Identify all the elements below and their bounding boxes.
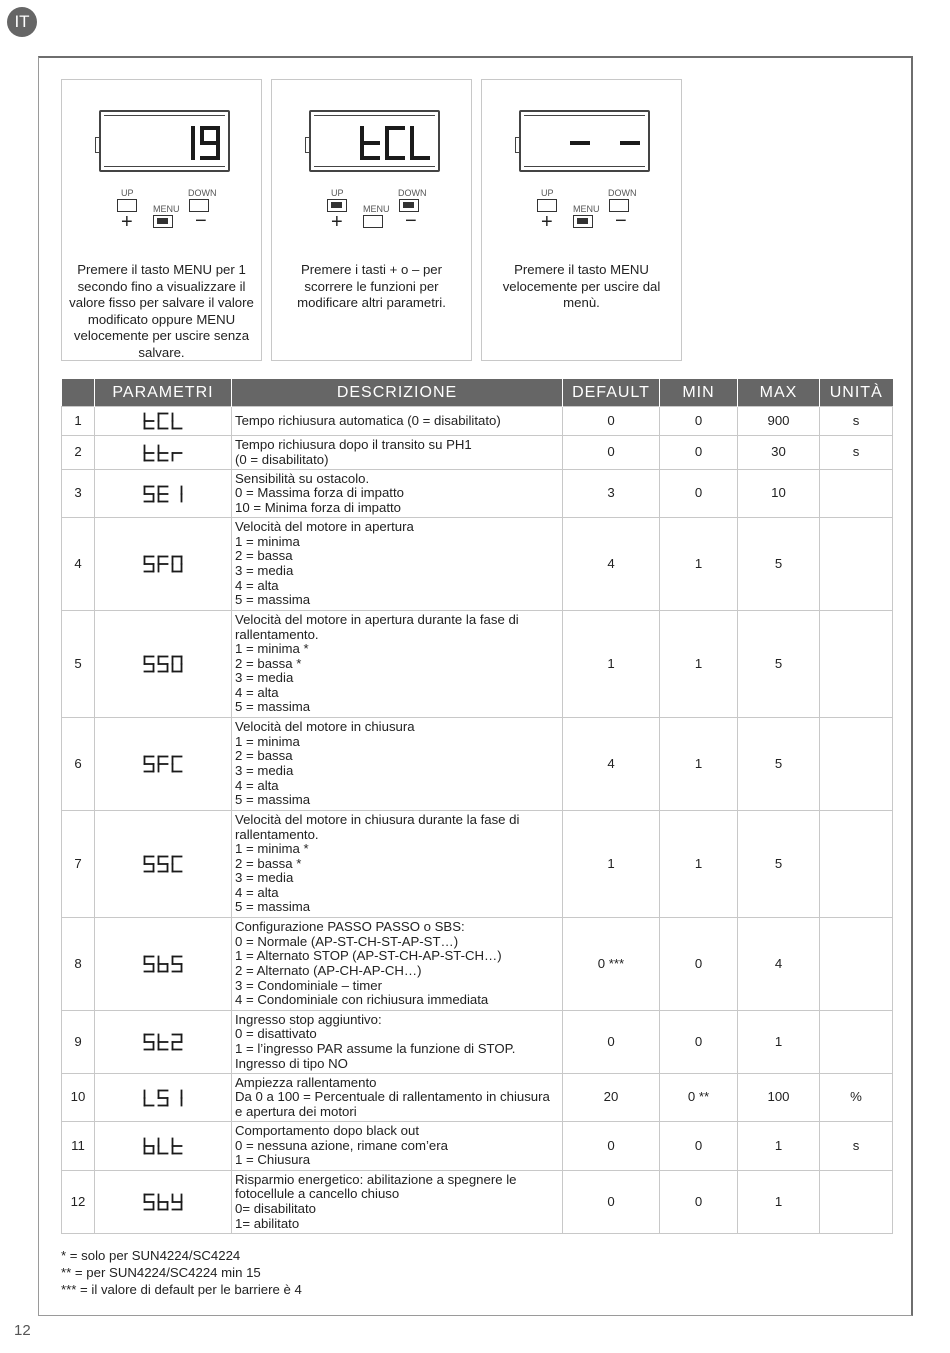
step-panel-2 — [271, 79, 472, 361]
lcd-digits — [101, 112, 232, 174]
default-value: 0 — [563, 436, 660, 470]
default-value: 0 — [563, 407, 660, 436]
default-value: 0 — [563, 1122, 660, 1171]
lcd-glyph — [173, 1035, 182, 1050]
max-value: 5 — [738, 811, 820, 918]
plus-icon: + — [541, 211, 553, 233]
footnote: *** = il valore di default per le barriere è 4 — [61, 1282, 302, 1297]
table-row — [62, 470, 893, 518]
minus-icon: − — [405, 210, 417, 232]
lcd-glyph — [145, 1139, 154, 1154]
default-value: 20 — [563, 1074, 660, 1122]
parameter-description: Configurazione PASSO PASSO o SBS: 0 = Normale (AP-ST-CH-ST-AP-ST…) 1 = Alternato STOP (AP-ST-CH-AP-ST-CH…) 2 = Alternato (AP-CH-AP-CH…) 3 = Condominiale – timer 4 = Condominiale con richiusura immediata — [232, 918, 563, 1011]
lcd-glyph — [173, 857, 182, 872]
default-value: 1 — [563, 611, 660, 718]
min-value: 0 — [660, 1122, 738, 1171]
lcd-glyph — [145, 657, 154, 672]
lcd-glyph — [145, 957, 154, 972]
unit-value — [820, 518, 893, 611]
table-row — [62, 811, 893, 918]
footnote: ** = per SUN4224/SC4224 min 15 — [61, 1265, 261, 1280]
max-value: 100 — [738, 1074, 820, 1122]
parameter-code-glyphs — [133, 410, 193, 432]
lcd-glyph — [159, 1139, 168, 1154]
parameter-description: Velocità del motore in apertura 1 = minima 2 = bassa 3 = media 4 = alta 5 = massima — [232, 518, 563, 611]
parameter-code-glyphs — [133, 653, 193, 675]
column-header-number — [62, 379, 95, 407]
lcd-glyph — [159, 445, 168, 460]
unit-value — [820, 470, 893, 518]
unit-value: s — [820, 436, 893, 470]
max-value: 1 — [738, 1122, 820, 1171]
parameter-code-glyphs — [133, 853, 193, 875]
language-badge: IT — [7, 7, 37, 37]
parameter-code-glyphs — [133, 953, 193, 975]
parameter-code-glyphs — [133, 1135, 193, 1157]
table-row — [62, 611, 893, 718]
lcd-glyph — [173, 1195, 182, 1210]
max-value: 10 — [738, 470, 820, 518]
lcd-glyph — [412, 128, 428, 158]
row-number: 9 — [62, 1011, 95, 1074]
page-number: 12 — [14, 1322, 31, 1339]
lcd-glyph — [173, 957, 182, 972]
parameter-description: Ingresso stop aggiuntivo: 0 = disattivato 1 = l’ingresso PAR assume la funzione di STOP. Ingresso di tipo NO — [232, 1011, 563, 1074]
parameter-code — [95, 470, 232, 518]
parameter-code — [95, 918, 232, 1011]
table-row — [62, 1011, 893, 1074]
lcd-glyph — [145, 1195, 154, 1210]
parameter-code-glyphs — [133, 1087, 193, 1109]
lcd-glyph — [145, 445, 154, 460]
column-header-unit: UNITÀ — [820, 379, 893, 407]
lcd-glyph — [159, 414, 168, 429]
footnotes — [61, 1247, 302, 1298]
unit-value: s — [820, 1122, 893, 1171]
parameter-code — [95, 407, 232, 436]
lcd-glyph — [173, 657, 182, 672]
lcd-digits — [521, 112, 652, 174]
lcd-glyph — [159, 657, 168, 672]
footnote: * = solo per SUN4224/SC4224 — [61, 1248, 241, 1263]
parameter-code-glyphs — [133, 553, 193, 575]
lcd-glyph — [145, 414, 154, 429]
row-number: 10 — [62, 1074, 95, 1122]
parameter-code — [95, 611, 232, 718]
parameter-description: Tempo richiusura dopo il transito su PH1 (0 = disabilitato) — [232, 436, 563, 470]
row-number: 6 — [62, 718, 95, 811]
row-number: 2 — [62, 436, 95, 470]
row-number: 5 — [62, 611, 95, 718]
table-row — [62, 518, 893, 611]
parameters-table — [61, 379, 893, 1234]
parameter-description: Velocità del motore in chiusura 1 = minima 2 = bassa 3 = media 4 = alta 5 = massima — [232, 718, 563, 811]
column-header-description: DESCRIZIONE — [232, 379, 563, 407]
up-label: UP — [121, 188, 134, 198]
lcd-glyph — [173, 557, 182, 572]
menu-button — [363, 215, 383, 228]
lcd-glyph — [145, 1035, 154, 1050]
max-value: 1 — [738, 1171, 820, 1234]
table-row — [62, 436, 893, 470]
lcd-glyph — [159, 557, 168, 572]
lcd-glyph — [145, 757, 154, 772]
lcd-glyph — [173, 757, 182, 772]
max-value: 5 — [738, 611, 820, 718]
lcd-display — [309, 110, 440, 172]
row-number: 12 — [62, 1171, 95, 1234]
max-value: 5 — [738, 718, 820, 811]
min-value: 0 — [660, 1171, 738, 1234]
min-value: 0 — [660, 407, 738, 436]
lcd-glyph — [159, 1035, 168, 1050]
unit-value: % — [820, 1074, 893, 1122]
unit-value — [820, 611, 893, 718]
parameter-description: Comportamento dopo black out 0 = nessuna azione, rimane com’era 1 = Chiusura — [232, 1122, 563, 1171]
lcd-glyph — [159, 957, 168, 972]
min-value: 1 — [660, 718, 738, 811]
lcd-display — [519, 110, 650, 172]
default-value: 0 — [563, 1011, 660, 1074]
parameter-code-glyphs — [133, 1031, 193, 1053]
parameter-description: Sensibilità su ostacolo. 0 = Massima forza di impatto 10 = Minima forza di impatto — [232, 470, 563, 518]
lcd-glyph — [362, 128, 378, 158]
parameter-code — [95, 718, 232, 811]
table-row — [62, 407, 893, 436]
lcd-glyph — [159, 1090, 168, 1105]
parameter-code — [95, 1171, 232, 1234]
column-header-max: MAX — [738, 379, 820, 407]
min-value: 0 — [660, 1011, 738, 1074]
unit-value — [820, 1011, 893, 1074]
menu-label: MENU — [153, 204, 180, 214]
lcd-glyph — [159, 757, 168, 772]
max-value: 1 — [738, 1011, 820, 1074]
parameter-description: Risparmio energetico: abilitazione a spegnere le fotocellule a cancello chiuso 0= disabilitato 1= abilitato — [232, 1171, 563, 1234]
default-value: 4 — [563, 718, 660, 811]
row-number: 1 — [62, 407, 95, 436]
parameter-description: Velocità del motore in apertura durante la fase di rallentamento. 1 = minima * 2 = bassa * 3 = media 4 = alta 5 = massima — [232, 611, 563, 718]
table-row — [62, 918, 893, 1011]
min-value: 0 — [660, 436, 738, 470]
default-value: 0 *** — [563, 918, 660, 1011]
row-number: 7 — [62, 811, 95, 918]
max-value: 30 — [738, 436, 820, 470]
plus-icon: + — [331, 211, 343, 233]
column-header-default: DEFAULT — [563, 379, 660, 407]
menu-button — [153, 215, 173, 228]
unit-value — [820, 918, 893, 1011]
row-number: 11 — [62, 1122, 95, 1171]
parameter-code — [95, 1011, 232, 1074]
table-row — [62, 718, 893, 811]
unit-value — [820, 1171, 893, 1234]
unit-value — [820, 811, 893, 918]
lcd-glyph — [145, 557, 154, 572]
parameter-code — [95, 811, 232, 918]
column-header-parameters: PARAMETRI — [95, 379, 232, 407]
step-caption: Premere il tasto MENU per 1 secondo fino a visualizzare il valore fisso per salvare il valore modificato oppure MENU velocemente per uscire senza salvare. — [69, 262, 254, 360]
parameter-code — [95, 436, 232, 470]
up-label: UP — [331, 188, 344, 198]
min-value: 0 — [660, 918, 738, 1011]
parameter-code-glyphs — [133, 1191, 193, 1213]
parameter-description: Velocità del motore in chiusura durante la fase di rallentamento. 1 = minima * 2 = bassa * 3 = media 4 = alta 5 = massima — [232, 811, 563, 918]
minus-icon: − — [195, 210, 207, 232]
lcd-glyph — [145, 486, 154, 501]
table-header-row — [62, 379, 893, 407]
max-value: 4 — [738, 918, 820, 1011]
lcd-glyph — [145, 1090, 154, 1105]
parameter-description: Ampiezza rallentamento Da 0 a 100 = Percentuale di rallentamento in chiusura e apertura dei motori — [232, 1074, 563, 1122]
min-value: 0 — [660, 470, 738, 518]
min-value: 1 — [660, 811, 738, 918]
lcd-glyph — [159, 1195, 168, 1210]
column-header-min: MIN — [660, 379, 738, 407]
minus-icon: − — [615, 210, 627, 232]
default-value: 1 — [563, 811, 660, 918]
parameter-code-glyphs — [133, 483, 193, 505]
unit-value — [820, 718, 893, 811]
down-label: DOWN — [188, 188, 217, 198]
parameter-code — [95, 1074, 232, 1122]
lcd-glyph — [145, 857, 154, 872]
down-label: DOWN — [398, 188, 427, 198]
default-value: 4 — [563, 518, 660, 611]
down-label: DOWN — [608, 188, 637, 198]
row-number: 3 — [62, 470, 95, 518]
lcd-glyph — [173, 414, 182, 429]
table-row — [62, 1074, 893, 1122]
parameter-code-glyphs — [133, 442, 193, 464]
up-label: UP — [541, 188, 554, 198]
lcd-glyph — [387, 128, 403, 158]
max-value: 900 — [738, 407, 820, 436]
lcd-glyph — [173, 1139, 182, 1154]
row-number: 4 — [62, 518, 95, 611]
step-panel-1 — [61, 79, 262, 361]
menu-button — [573, 215, 593, 228]
parameter-code — [95, 1122, 232, 1171]
max-value: 5 — [738, 518, 820, 611]
menu-label: MENU — [363, 204, 390, 214]
min-value: 1 — [660, 611, 738, 718]
menu-label: MENU — [573, 204, 600, 214]
lcd-digits — [311, 112, 442, 174]
default-value: 3 — [563, 470, 660, 518]
plus-icon: + — [121, 211, 133, 233]
lcd-glyph — [173, 453, 182, 461]
parameter-code-glyphs — [133, 753, 193, 775]
unit-value: s — [820, 407, 893, 436]
step-caption: Premere il tasto MENU velocemente per uscire dal menù. — [502, 262, 661, 310]
min-value: 0 ** — [660, 1074, 738, 1122]
table-row — [62, 1171, 893, 1234]
lcd-glyph — [159, 857, 168, 872]
lcd-glyph — [202, 128, 218, 158]
lcd-display — [99, 110, 230, 172]
lcd-glyph — [159, 486, 168, 501]
step-panel-3 — [481, 79, 682, 361]
row-number: 8 — [62, 918, 95, 1011]
step-caption: Premere i tasti + o – per scorrere le funzioni per modificare altri parametri. — [297, 262, 446, 310]
parameter-code — [95, 518, 232, 611]
table-row — [62, 1122, 893, 1171]
parameter-description: Tempo richiusura automatica (0 = disabilitato) — [232, 407, 563, 436]
default-value: 0 — [563, 1171, 660, 1234]
min-value: 1 — [660, 518, 738, 611]
